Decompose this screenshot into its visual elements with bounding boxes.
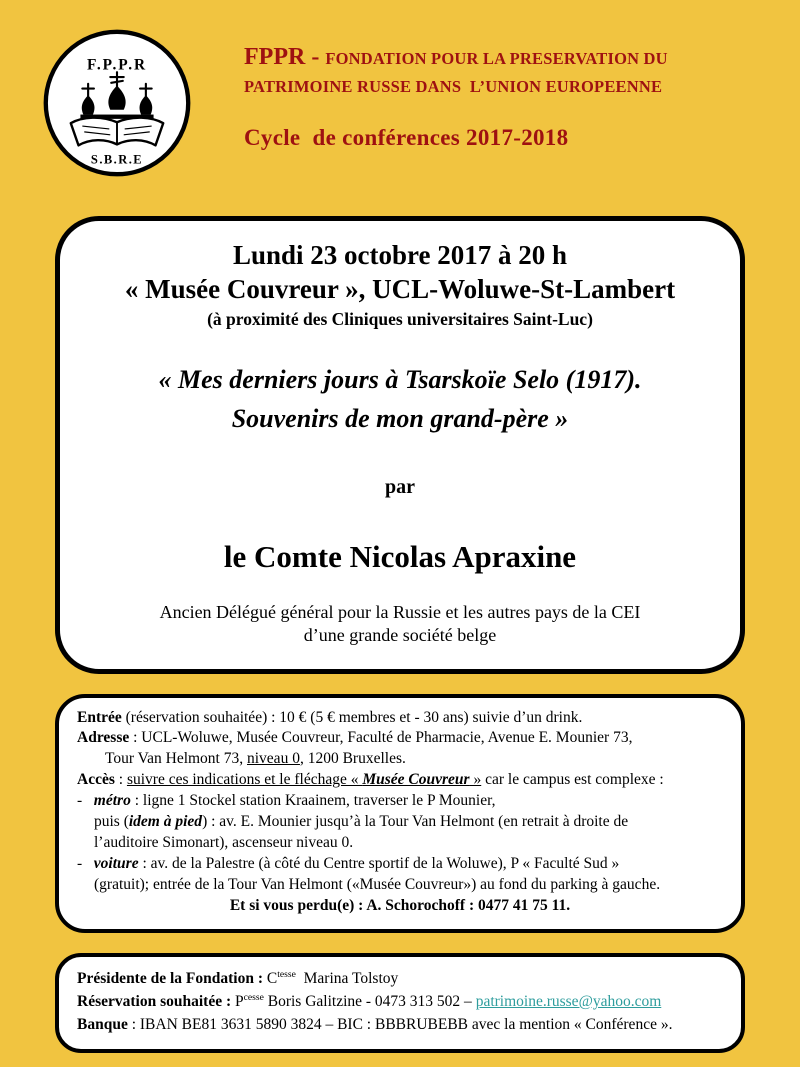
text-segment: niveau 0 xyxy=(247,750,300,768)
event-date: Lundi 23 octobre 2017 à 20 h xyxy=(232,240,568,270)
if-lost-line xyxy=(77,896,723,917)
logo-bottom-text: S.B.R.E xyxy=(90,152,144,167)
text-segment: , 1200 Bruxelles. xyxy=(299,750,406,768)
talk-title-line2: Souvenirs de mon grand-père » xyxy=(231,403,569,433)
text-segment: Accès xyxy=(77,771,115,789)
reservation-line xyxy=(77,990,723,1013)
text-segment: car le campus est complexe : xyxy=(481,771,664,789)
president-line xyxy=(77,967,723,990)
address-line1 xyxy=(77,728,723,749)
text-segment: : av. de la Palestre (à côté du Centre sportif de la Woluwe), P « Faculté Sud » xyxy=(138,855,620,873)
org-name xyxy=(244,40,668,99)
header xyxy=(0,0,800,180)
event-box xyxy=(55,216,745,674)
text-segment: Adresse xyxy=(77,729,130,747)
text-segment: suivre ces indications et le fléchage « xyxy=(126,771,363,789)
text-segment: Et si vous perdu(e) : A. Schorochoff : 0477 41 75 11. xyxy=(229,896,571,914)
bank-line xyxy=(77,1013,723,1036)
text-segment: Tour Van Helmont 73, xyxy=(105,750,247,768)
talk-title xyxy=(88,360,712,438)
speaker-name: le Comte Nicolas Apraxine xyxy=(223,538,577,574)
text-segment: voiture xyxy=(93,855,139,873)
address-line2 xyxy=(77,749,723,770)
text-segment: Musée Couvreur xyxy=(362,771,470,789)
by-word: par xyxy=(385,475,415,498)
text-segment: Réservation souhaitée : xyxy=(77,993,232,1011)
event-venue: « Musée Couvreur », UCL-Woluwe-St-Lambert xyxy=(124,273,676,304)
fppr-logo xyxy=(40,26,194,180)
text-segment: idem à pied xyxy=(128,813,203,831)
car-line2 xyxy=(77,875,723,896)
org-abbreviation: FPPR - xyxy=(244,44,326,70)
text-segment: puis ( xyxy=(94,813,129,831)
org-name-line2: PATRIMOINE RUSSE DANS L’UNION EUROPEENNE xyxy=(244,76,663,96)
text-segment: » xyxy=(469,771,482,789)
metro-line2 xyxy=(77,812,723,833)
org-name-part1: FONDATION POUR LA PRESERVATION DU xyxy=(325,49,668,68)
cycle-title: Cycle de conférences 2017-2018 xyxy=(244,124,569,150)
text-segment: cesse xyxy=(243,991,264,1003)
text-segment: - xyxy=(77,855,94,873)
text-segment: Entrée xyxy=(77,708,122,726)
text-segment: : xyxy=(114,771,127,789)
contact-box xyxy=(55,953,745,1053)
text-segment: Marina Tolstoy xyxy=(295,969,399,987)
speaker-description-line1: Ancien Délégué général pour la Russie et les autres pays de la CEI xyxy=(159,601,641,622)
speaker-description-line2: d’une grande société belge xyxy=(303,624,497,645)
metro-line3 xyxy=(77,833,723,854)
venue-proximity: (à proximité des Cliniques universitaires Saint-Luc) xyxy=(207,308,593,329)
text-segment: P xyxy=(231,993,244,1011)
text-segment: : ligne 1 Stockel station Kraainem, traverser le P Mounier, xyxy=(130,792,496,810)
practical-info-box xyxy=(55,694,745,933)
car-line1 xyxy=(77,854,723,875)
text-segment: (gratuit); entrée de la Tour Van Helmont («Musée Couvreur») au fond du parking à gauche. xyxy=(94,875,661,893)
text-segment: Boris Galitzine - 0473 313 502 – xyxy=(263,993,476,1011)
text-segment: C xyxy=(263,969,278,987)
header-text xyxy=(244,26,668,180)
text-segment: - xyxy=(77,792,94,810)
text-segment: (réservation souhaitée) : 10 € (5 € membres et - 30 ans) suivie d’un drink. xyxy=(121,708,583,726)
text-segment: métro xyxy=(93,792,131,810)
talk-title-line1: « Mes derniers jours à Tsarskoïe Selo (1917). xyxy=(158,364,642,394)
text-segment: : IBAN BE81 3631 5890 3824 – BIC : BBBRUBEBB avec la mention « Conférence ». xyxy=(127,1016,673,1034)
text-segment: tesse xyxy=(277,968,296,980)
text-segment: Banque xyxy=(77,1016,128,1034)
access-line xyxy=(77,770,723,791)
email-link[interactable]: patrimoine.russe@yahoo.com xyxy=(475,993,662,1011)
entry-fee-line xyxy=(77,708,723,729)
text-segment: Présidente de la Fondation : xyxy=(77,969,263,987)
text-segment: ) : av. E. Mounier jusqu’à la Tour Van Helmont (en retrait à droite de xyxy=(202,813,629,831)
text-segment: : UCL-Woluwe, Musée Couvreur, Faculté de Pharmacie, Avenue E. Mounier 73, xyxy=(129,729,633,747)
org-name-line1 xyxy=(244,40,668,75)
text-segment: l’auditoire Simonart), ascenseur niveau 0. xyxy=(94,834,354,852)
open-book-icon xyxy=(71,118,163,146)
metro-line1 xyxy=(77,791,723,812)
logo-top-text: F.P.P.R xyxy=(86,56,148,74)
logo-emblem-icon xyxy=(40,26,194,180)
